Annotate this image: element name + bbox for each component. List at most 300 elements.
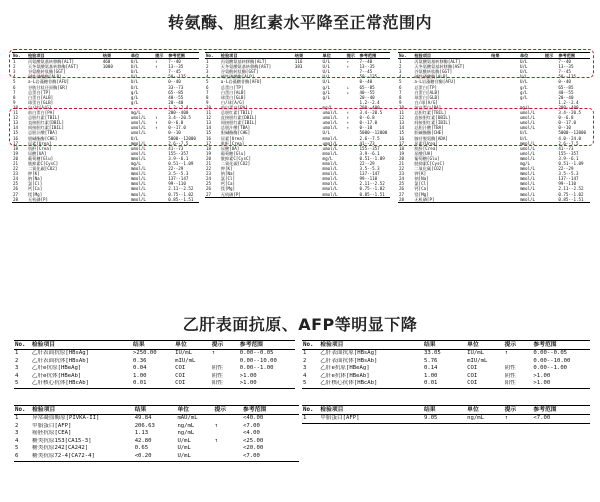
table-cell: 10 [13, 104, 19, 110]
table-cell: 0.65 [134, 445, 149, 452]
column-header: 单位 [174, 341, 211, 350]
table-cell: 总胆汁酸[TBA] [414, 125, 444, 131]
table-row [14, 453, 299, 461]
table-cell: <7.00 [532, 415, 590, 424]
table-header-row [398, 53, 590, 59]
table-cell: 天冬氨酸氨基转移酶[AST] [414, 64, 465, 70]
table-cell: 0--40 [359, 79, 373, 85]
table-cell: mmol/L [519, 197, 544, 203]
hbv-panel-1 [14, 340, 295, 400]
table-cell: U/L [519, 135, 528, 141]
table-cell: 41--73 [359, 140, 375, 146]
table-cell: 15 [206, 130, 212, 136]
table-cell: <40.00 [242, 415, 264, 421]
table-cell: 白蛋白[ALB] [27, 94, 54, 100]
table-cell: 直接胆红素[DBIL] [414, 115, 451, 121]
table-cell: 乙肝表面抗体[HBsAb] [31, 357, 89, 364]
table-cell: 24 [399, 176, 405, 182]
table-cell: 0--17.0 [168, 125, 186, 131]
table-cell: 钙[Ca] [27, 186, 43, 192]
table-cell: U/L [130, 79, 139, 85]
table-row [14, 358, 295, 366]
table-cell: U/L [519, 130, 528, 136]
table-cell: >1.00 [239, 372, 257, 379]
table-cell: 65--85 [558, 84, 574, 90]
table-cell: g/L [130, 94, 139, 100]
table-cell: 间接胆红素[IBIL] [220, 120, 257, 126]
column-header: 结果 [102, 53, 130, 59]
table-cell: 19 [206, 150, 212, 156]
table-cell: 碱性磷酸酶[ALP] [27, 74, 62, 80]
table-cell: 8 [206, 94, 209, 100]
table-cell: mmol/L [130, 191, 146, 197]
table-cell: 99--110 [168, 181, 186, 187]
table-cell: 0.00--10.00 [533, 357, 571, 364]
table-cell: mmol/L [322, 176, 338, 182]
table-cell: 阳性 [504, 380, 533, 388]
column-header: 结果 [423, 406, 466, 415]
table-cell: ↑ [155, 120, 158, 126]
table-row [14, 415, 299, 423]
table-cell: 7--40 [168, 59, 181, 65]
table-cell: mmol/L [519, 155, 536, 161]
table-cell: 2.6--7.5 [168, 140, 189, 146]
table-cell: 丙氨酸氨基转移酶[ALT] [220, 59, 267, 65]
table-cell: 间接胆红素[IBIL] [27, 125, 65, 131]
table-cell: 17 [13, 140, 19, 146]
table-cell: 总胆红素[TBIL] [414, 110, 447, 116]
table-cell: 0.01 [423, 380, 466, 388]
table-cell: 23 [399, 171, 405, 177]
table-cell: 氯[Cl] [27, 181, 43, 187]
table-cell: 17 [206, 140, 212, 146]
table-cell: ↓ [346, 89, 350, 95]
table-cell: 钾[K] [220, 166, 233, 172]
table-cell: 33.05 [423, 350, 441, 356]
table-cell: mIU/mL [175, 357, 196, 364]
table-cell: mIU/mL [467, 357, 488, 364]
table-cell: 19 [399, 150, 405, 156]
table-cell: 9 [206, 99, 209, 105]
table-cell: g/L [519, 89, 528, 95]
table-cell: 5000--12000 [359, 130, 388, 136]
column-header: 检验项目 [27, 53, 102, 59]
table-cell: 16 [399, 135, 405, 141]
table-cell: umol/L [130, 125, 146, 131]
tumor-marker-panel [14, 405, 299, 468]
table-cell: ↑ [346, 59, 350, 65]
table-cell: 胆碱酯酶[CHE] [27, 135, 58, 141]
table-header-row [14, 406, 299, 415]
table-cell: 无机磷[P] [27, 197, 102, 203]
table-cell: 15 [399, 130, 405, 136]
page-title-hbv: 乙肝表面抗原、AFP等明显下降 [182, 315, 418, 334]
table-cell: mmol/L [130, 186, 146, 192]
table-row [14, 445, 299, 453]
table-cell: 3.5--5.3 [168, 171, 189, 177]
table-cell: 碱性磷酸酶[ALP] [220, 74, 255, 80]
table-cell: 钾[K] [27, 171, 40, 177]
table-cell: mmol/L [322, 166, 338, 172]
table-cell: 23 [206, 171, 212, 177]
table-cell: umol/L [322, 120, 338, 126]
table-cell: 11 [13, 110, 19, 116]
table-cell: 异常凝血酶原[PIVKA-II] [32, 415, 100, 421]
table-cell: 1 [206, 59, 209, 65]
table-cell: 27 [205, 192, 220, 198]
table-cell: 无机磷[P] [220, 192, 294, 198]
page-title-liver: 转氨酶、胆红素水平降至正常范围内 [167, 13, 432, 32]
table-cell: 天冬氨酸氨基转移酶[AST] [220, 64, 272, 70]
table-cell: mmol/L [519, 176, 536, 182]
column-header: 参考范围 [239, 341, 295, 350]
table-cell: ↑ [346, 125, 350, 131]
table-header-row [205, 53, 390, 59]
table-cell: U/L [322, 74, 331, 80]
table-header-row [12, 53, 199, 59]
table-cell: 28 [398, 197, 413, 203]
table-cell: 137--147 [558, 176, 579, 182]
table-cell: <4.00 [242, 430, 260, 437]
table-cell: 3.4--20.5 [168, 115, 191, 121]
table-cell: 3.4--20.5 [558, 110, 582, 116]
column-header: 提示 [213, 406, 242, 415]
table-cell: 40--55 [168, 94, 184, 100]
report-table [205, 52, 390, 198]
table-cell: 肌酐[Crea] [27, 145, 52, 151]
column-header: 提示 [504, 406, 533, 415]
table-cell: 1.2--2.4 [168, 104, 189, 110]
column-header: 单位 [519, 53, 544, 59]
table-cell: 直接胆红素[DBIL] [27, 120, 65, 126]
table-cell: 40--55 [558, 89, 574, 95]
column-header: 结果 [490, 53, 519, 59]
table-cell: COI [175, 365, 186, 372]
table-cell: 2.11--2.52 [168, 186, 194, 192]
table-cell: 7--40 [558, 59, 571, 65]
table-cell: 24 [13, 176, 19, 182]
table-cell: 二氧化碳[CO2] [220, 160, 251, 166]
table-cell: 9 [399, 99, 402, 105]
table-cell: U/L [130, 69, 139, 75]
table-cell: 23 [13, 171, 19, 177]
table-cell: COI [467, 365, 478, 372]
table-cell: <7.00 [242, 453, 299, 461]
table-cell: 钠[Na] [220, 171, 236, 177]
table-cell: 5000--12000 [168, 135, 196, 141]
table-cell: 阴性 [504, 365, 516, 372]
table-cell: 5 [206, 79, 209, 85]
column-header: No. [12, 53, 27, 59]
table-cell: 206.63 [134, 422, 155, 429]
table-cell: 4 [206, 74, 209, 80]
table-cell: 1.2--2.4 [359, 99, 380, 105]
table-cell: 甲胎蛋白[AFP] [32, 422, 72, 429]
column-header: 单位 [130, 53, 154, 59]
table-cell: 钾[K] [414, 171, 427, 177]
column-header: 检验项目 [319, 406, 423, 415]
table-cell: 5.76 [423, 357, 438, 364]
table-cell: umol/L [322, 125, 338, 131]
column-header: 检验项目 [31, 406, 134, 415]
table-cell: mg/L [322, 104, 333, 110]
table-cell: 白/球[A/G] [414, 99, 438, 105]
table-cell: 谷氨酰转肽酶[GGT] [27, 69, 66, 75]
table-cell: mmol/L [130, 181, 146, 187]
table-cell: 200--400 [558, 104, 579, 110]
table-cell: g/L [519, 94, 528, 100]
table-header-row [302, 406, 590, 415]
table-row [14, 430, 299, 438]
table-cell: mmol/L [130, 176, 146, 182]
table-cell: 9.05 [423, 415, 466, 424]
table-cell: 尿酸[UA] [27, 150, 47, 156]
table-cell: mmol/L [130, 197, 154, 203]
table-row [302, 358, 590, 366]
table-cell [213, 430, 242, 438]
table-row [14, 365, 295, 373]
table-cell: 1080 [102, 64, 113, 70]
table-cell: IU/mL [467, 350, 484, 356]
table-cell: 18 [13, 145, 19, 151]
table-row [14, 350, 295, 358]
table-header-row [14, 341, 295, 350]
table-cell: 1 [15, 350, 19, 356]
table-cell: U/L [519, 64, 528, 70]
table-cell: 0.51--1.09 [168, 160, 194, 166]
table-cell: 0--10 [168, 130, 181, 136]
table-cell: 3 [15, 430, 19, 437]
table-cell: 胆碱酯酶[CHE] [414, 130, 444, 136]
table-cell: 13--35 [558, 64, 574, 70]
table-cell: <0.20 [134, 453, 177, 461]
table-row [14, 380, 295, 388]
table-cell: 1.13 [134, 430, 149, 437]
table-cell: 20 [399, 155, 405, 161]
table-cell: a-L岩藻糖苷酶[AFU] [414, 79, 456, 85]
table-cell: umol/L [322, 145, 338, 151]
report-table [302, 340, 590, 389]
table-cell [213, 415, 242, 423]
table-cell: 2 [303, 357, 307, 364]
column-header: 参考范围 [242, 406, 299, 415]
table-cell: 乙肝核心抗体[HBcAb] [31, 380, 132, 388]
table-cell: >1.00 [533, 372, 551, 379]
table-cell: 8 [399, 94, 402, 100]
table-cell: 15 [13, 130, 19, 136]
table-cell: 4 [399, 74, 402, 80]
column-header: 结果 [294, 53, 322, 59]
table-cell: 25 [13, 181, 19, 187]
table-cell: 28 [12, 197, 27, 203]
table-cell: g/L [322, 94, 331, 100]
table-cell: 0--10 [558, 125, 571, 131]
table-cell: 3 [399, 69, 402, 75]
table-cell: g/L [519, 84, 528, 90]
table-cell: 11 [399, 110, 405, 116]
table-cell: 200--400 [359, 104, 380, 110]
table-cell: 25 [399, 181, 405, 187]
table-cell: 阴性 [211, 365, 223, 372]
table-cell: 0--40 [168, 79, 181, 85]
table-cell: 2.11--2.52 [558, 186, 584, 192]
table-cell: ↑ [155, 64, 158, 70]
column-header: No. [14, 341, 31, 350]
table-cell: 6 [14, 453, 31, 461]
table-cell: U/L [322, 130, 331, 136]
table-cell: ↑ [211, 350, 216, 356]
table-cell: 14 [13, 125, 19, 131]
table-cell: mmol/L [130, 166, 146, 172]
table-row [302, 373, 590, 381]
table-cell: <25.00 [242, 437, 264, 444]
table-cell: umol/L [519, 115, 536, 121]
table-cell: U/L [130, 84, 139, 90]
table-cell: 13--35 [359, 64, 375, 70]
table-row [12, 197, 199, 203]
table-cell: 前白蛋白[PA] [27, 110, 55, 116]
table-cell: ↑ [504, 415, 533, 424]
table-cell: 155--357 [558, 150, 579, 156]
table-cell: 7 [399, 89, 402, 95]
table-cell: 总蛋白[TP] [220, 84, 244, 90]
table-cell: 胱抑素C[CysC] [220, 155, 252, 161]
table-cell: 乙肝e抗原[HBeAg] [320, 365, 370, 372]
table-cell: mmol/L [322, 160, 338, 166]
column-header: 检验项目 [319, 341, 423, 350]
table-cell: 钠[Na] [27, 176, 43, 182]
table-cell: 4 [303, 372, 307, 379]
column-header: 提示 [346, 53, 359, 59]
table-cell: 41--73 [558, 145, 574, 151]
table-cell: 20--40 [168, 99, 184, 105]
table-cell: <7.00 [242, 422, 260, 429]
table-cell: 谷胱甘肽还原酶[GR] [27, 84, 68, 90]
table-row [14, 423, 299, 431]
table-cell: umol/L [519, 120, 536, 126]
table-cell: 99--110 [359, 176, 378, 182]
table-cell: 间接胆红素[IBIL] [414, 120, 451, 126]
table-cell [154, 197, 167, 203]
table-cell: g/L [322, 89, 331, 95]
table-cell: 460 [102, 59, 111, 65]
table-cell: COI [467, 372, 478, 379]
table-cell: 6 [13, 84, 16, 90]
table-cell [346, 192, 359, 198]
table-cell: 0.00--1.00 [239, 365, 274, 372]
table-cell: 0--6.8 [558, 115, 574, 121]
table-cell: 0--6.8 [359, 115, 375, 121]
table-cell: 胆碱酯酶[CHE] [220, 130, 251, 136]
table-cell: 钙[Ca] [414, 186, 429, 192]
table-cell: 65--85 [359, 84, 375, 90]
table-cell: 3 [15, 365, 19, 372]
table-cell: 丙氨酸氨基转移酶[ALT] [27, 59, 75, 65]
table-cell: umol/L [519, 125, 536, 131]
table-cell: 40--55 [359, 89, 375, 95]
table-cell: 22--29 [359, 160, 375, 166]
table-cell: 丙氨酸氨基转移酶[ALT] [414, 59, 461, 65]
table-cell: mmol/L [519, 181, 536, 187]
table-cell: 0.00--1.00 [533, 365, 568, 372]
table-row [14, 373, 295, 381]
table-cell: 13 [206, 120, 212, 126]
table-cell [504, 358, 533, 366]
column-header: 结果 [423, 341, 466, 350]
table-cell: 葡萄糖[Glu] [27, 155, 54, 161]
table-cell: umol/L [130, 145, 146, 151]
table-cell: 22 [13, 166, 19, 172]
table-cell: 镁[Mg] [27, 191, 43, 197]
table-cell: umol/L [322, 115, 338, 121]
table-cell: 胱抑素C[CysC] [414, 160, 445, 166]
table-cell: U/L [322, 64, 331, 70]
table-row [302, 380, 590, 388]
table-cell: U/L [519, 59, 528, 65]
table-cell: 甲胎蛋白[AFP] [319, 415, 423, 424]
table-cell: 乙肝表面抗原[HBsAg] [320, 350, 378, 356]
table-cell: mmol/L [322, 192, 346, 198]
table-cell: 20--40 [359, 94, 375, 100]
table-cell: 0.75--1.02 [359, 186, 385, 192]
table-cell: U/L [322, 59, 331, 65]
table-cell: 1 [15, 415, 19, 421]
table-cell: >1.00 [532, 380, 590, 388]
table-cell: 乙肝表面抗体[HBsAb] [320, 357, 378, 364]
table-cell: 尿素[Urea] [27, 140, 52, 146]
column-header: 单位 [466, 406, 503, 415]
table-row [398, 197, 590, 203]
table-cell: 20--40 [558, 94, 574, 100]
table-cell: 7 [13, 89, 16, 95]
table-cell: 11 [206, 110, 212, 116]
table-cell: 383 [294, 64, 303, 70]
table-cell: umol/L [130, 130, 146, 136]
table-cell: 乙肝e抗体[HBeAb] [320, 372, 370, 379]
table-cell: U/L [519, 69, 528, 75]
table-cell: 12 [399, 115, 405, 121]
table-cell: 6 [206, 84, 209, 90]
table-cell: 7--45 [359, 69, 373, 75]
table-cell: 13--35 [168, 64, 184, 70]
table-cell: mmol/L [322, 171, 338, 177]
table-cell: ↑ [346, 115, 350, 121]
table-cell: 癌胚抗原[CEA] [32, 430, 72, 437]
table-cell: 0--40 [558, 79, 571, 85]
table-cell: 前白蛋白[PA] [220, 104, 248, 110]
table-cell: 6 [399, 84, 402, 90]
table-cell: 1.2--2.4 [558, 99, 579, 105]
table-row [302, 365, 590, 373]
table-cell: mmol/L [519, 166, 536, 172]
table-cell: 17 [399, 140, 405, 146]
table-cell: 16 [13, 135, 19, 141]
table-cell: 19 [13, 150, 19, 156]
column-header: 提示 [211, 341, 239, 350]
table-cell: 镁[Mg] [220, 186, 236, 192]
table-cell: U/L [519, 79, 528, 85]
table-row [14, 438, 299, 446]
table-cell: g/L [130, 89, 139, 95]
column-header: 参考范围 [359, 53, 390, 59]
table-cell: 4 [15, 372, 19, 379]
table-cell: 22 [399, 166, 405, 172]
table-cell: ng/mL [177, 422, 195, 429]
table-cell: 0.36 [133, 357, 147, 364]
column-header: 参考范围 [557, 53, 590, 59]
table-cell: 26 [206, 186, 212, 192]
table-cell: 155--357 [168, 150, 189, 156]
